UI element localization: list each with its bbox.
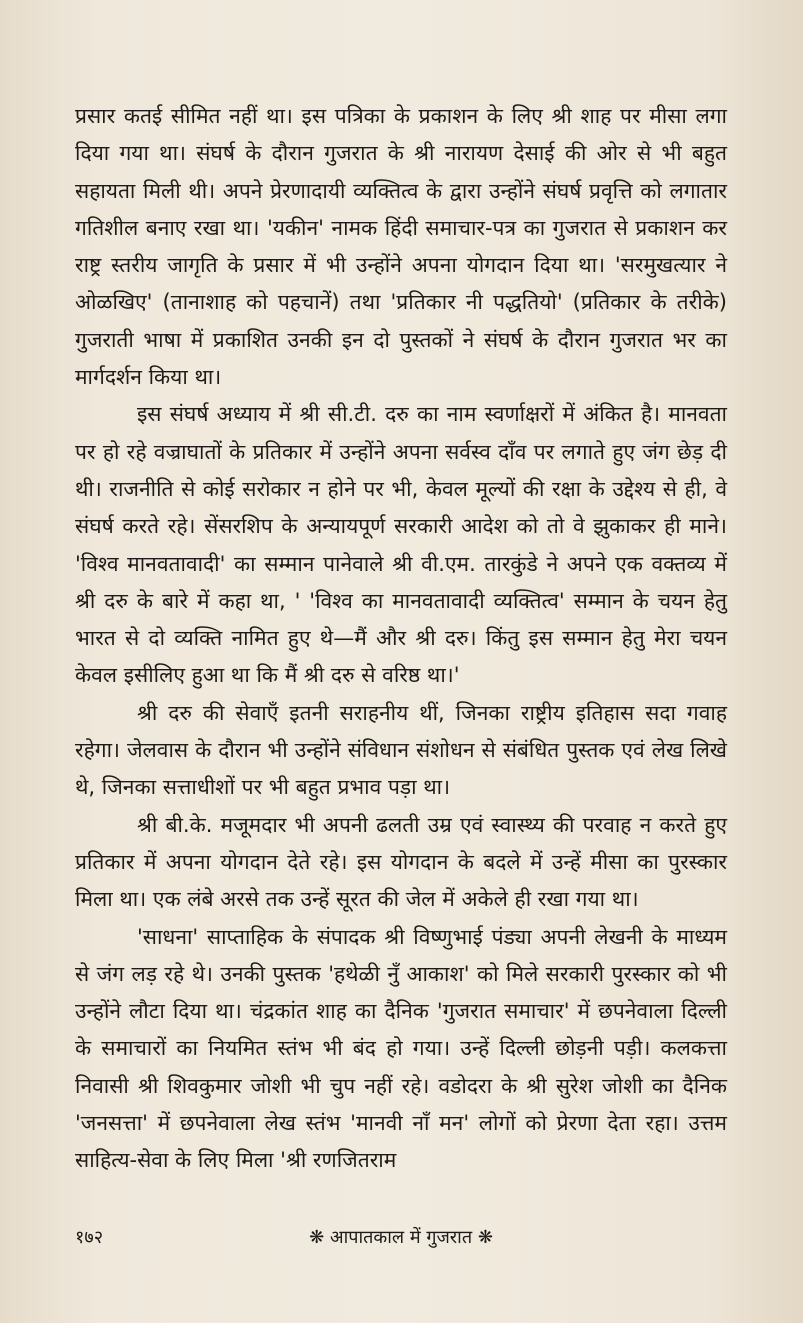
paragraph-2: इस संघर्ष अध्याय में श्री सी.टी. दरु का नाम स्वर्णाक्षरों में अंकित है। मानवता पर हो रहे वज्राघातों के प्रतिकार में उन्होंने अपना सर्वस्व दाँव पर लगाते हुए जंग छेड़ दी थी। राजनीति से कोई सरोकार न होने पर भी, केवल मूल्यों की रक्षा के उद्देश्य से ही, वे संघर्ष करते रहे। सेंसरशिप के अन्यायपूर्ण सरकारी आदेश को तो वे झुकाकर ही माने। 'विश्व मानवतावादी' का सम्मान पानेवाले श्री वी.एम. तारकुंडे ने अपने एक वक्तव्य में श्री दरु के बारे में कहा था, ' 'विश्व का मानवतावादी व्यक्तित्व' सम्मान के चयन हेतु भारत से दो व्यक्ति नामित हुए थे—मैं और श्री दरु। किंतु इस सम्मान हेतु मेरा चयन केवल इसीलिए हुआ था कि मैं श्री दरु से वरिष्ठ था।' [75,402,727,688]
paragraph-3: श्री दरु की सेवाएँ इतनी सराहनीय थीं, जिनका राष्ट्रीय इतिहास सदा गवाह रहेगा। जेलवास के दौरान भी उन्होंने संविधान संशोधन से संबंधित पुस्तक एवं लेख लिखे थे, जिनका सत्ताधीशों पर भी बहुत प्रभाव पड़ा था। [75,700,727,800]
page-number: १७२ [75,1227,104,1248]
body-text [75,98,727,1180]
paragraph-1: प्रसार कतई सीमित नहीं था। इस पत्रिका के प्रकाशन के लिए श्री शाह पर मीसा लगा दिया गया था। संघर्ष के दौरान गुजरात के श्री नारायण देसाई की ओर से भी बहुत सहायता मिली थी। अपने प्रेरणादायी व्यक्तित्व के द्वारा उन्होंने संघर्ष प्रवृत्ति को लगातार गतिशील बनाए रखा था। 'यकीन' नामक हिंदी समाचार-पत्र का गुजरात से प्रकाशन कर राष्ट्र स्तरीय जागृति के प्रसार में भी उन्होंने अपना योगदान दिया था। 'सरमुखत्यार ने ओळखिए' (तानाशाह को पहचानें) तथा 'प्रतिकार नी पद्धतियो' (प्रतिकार के तरीके) गुजराती भाषा में प्रकाशित उनकी इन दो पुस्तकों ने संघर्ष के दौरान गुजरात भर का मार्गदर्शन किया था। [75,104,727,390]
paragraph-5: 'साधना' साप्ताहिक के संपादक श्री विष्णुभाई पंड्या अपनी लेखनी के माध्यम से जंग लड़ रहे थे। उनकी पुस्तक 'हथेळी नुँ आकाश' को मिले सरकारी पुरस्कार को भी उन्होंने लौटा दिया था। चंद्रकांत शाह का दैनिक 'गुजरात समाचार' में छपनेवाला दिल्ली के समाचारों का नियमित स्तंभ भी बंद हो गया। उन्हें दिल्ली छोड़नी पड़ी। कलकत्ता निवासी श्री शिवकुमार जोशी भी चुप नहीं रहे। वडोदरा के श्री सुरेश जोशी का दैनिक 'जनसत्ता' में छपनेवाला लेख स्तंभ 'मानवी नाँ मन' लोगों को प्रेरणा देता रहा। उत्तम साहित्य-सेवा के लिए मिला 'श्री रणजितराम [75,924,727,1173]
page-footer [75,1225,727,1255]
paragraph-4: श्री बी.के. मजूमदार भी अपनी ढलती उम्र एवं स्वास्थ्य की परवाह न करते हुए प्रतिकार में अपना योगदान देते रहे। इस योगदान के बदले में उन्हें मीसा का पुरस्कार मिला था। एक लंबे अरसे तक उन्हें सूरत की जेल में अकेले ही रखा गया था। [75,812,727,912]
running-head: ❋ आपातकाल में गुजरात ❋ [309,1227,493,1248]
